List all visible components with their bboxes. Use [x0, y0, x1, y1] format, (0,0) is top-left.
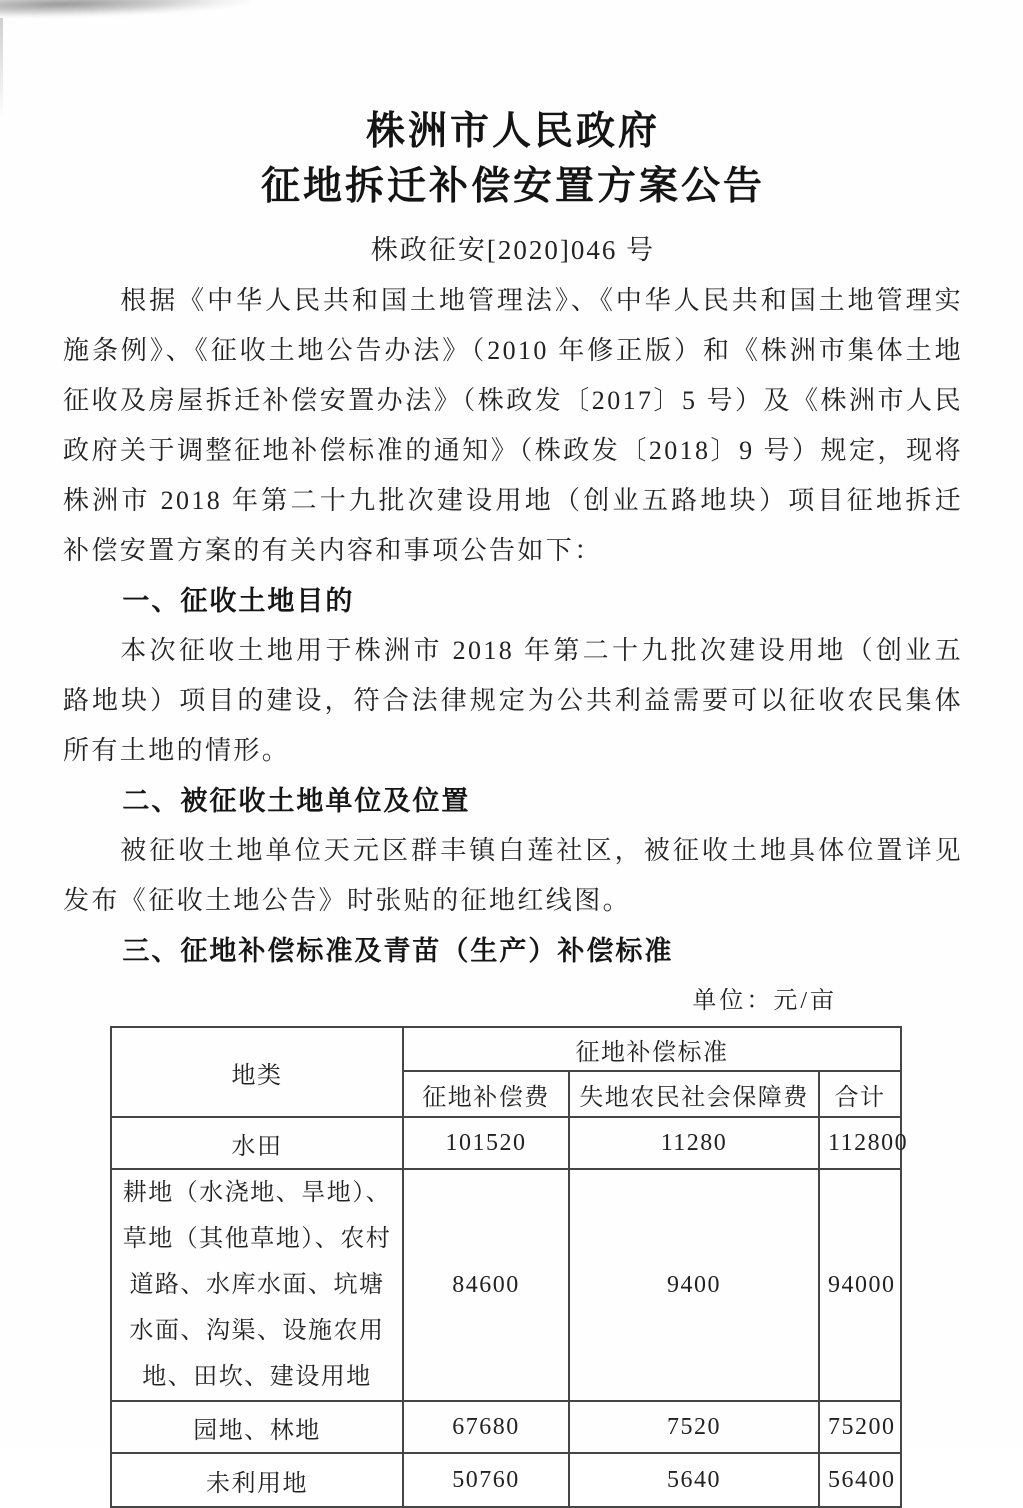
title-line-2: 征地拆迁补偿安置方案公告 — [260, 165, 765, 208]
cell-compensation: 84600 — [403, 1169, 569, 1401]
section-body-2: 被征收土地单位天元区群丰镇白莲社区，被征收土地具体位置详见发布《征收土地公告》时张贴的征地红线图。 — [63, 836, 963, 915]
table-header-row-group — [111, 1027, 901, 1071]
cell-land-type: 耕地（水浇地、旱地）、草地（其他草地）、农村道路、水库水面、坑塘水面、沟渠、设施农用地、田坎、建设用地 — [111, 1169, 403, 1401]
cell-total: 75200 — [819, 1401, 901, 1453]
cell-land-type: 未利用地 — [111, 1453, 403, 1507]
header-cell-total: 合计 — [819, 1071, 901, 1117]
table-unit-note: 单位：元/亩 — [692, 988, 837, 1014]
cell-social-security: 9400 — [569, 1169, 819, 1401]
cell-compensation: 67680 — [403, 1401, 569, 1453]
header-cell-standard-group: 征地补偿标准 — [403, 1027, 901, 1071]
cell-total: 112800 — [819, 1117, 901, 1169]
section-heading-3: 三、征地补偿标准及青苗（生产）补偿标准 — [122, 936, 674, 966]
document-title — [63, 104, 963, 214]
cell-compensation: 101520 — [403, 1117, 569, 1169]
cell-social-security: 5640 — [569, 1453, 819, 1507]
section-heading-2: 二、被征收土地单位及位置 — [122, 786, 471, 816]
table-row-cultivated-land — [111, 1169, 901, 1401]
section-body-1: 本次征收土地用于株洲市 2018 年第二十九批次建设用地（创业五路地块）项目的建设，符合法律规定为公共利益需要可以征收农民集体所有土地的情形。 — [63, 636, 963, 765]
title-line-1: 株洲市人民政府 — [365, 110, 660, 153]
cell-total: 56400 — [819, 1453, 901, 1507]
document-body — [63, 276, 963, 976]
cell-land-type: 水田 — [111, 1117, 403, 1169]
section-heading-1: 一、征收土地目的 — [122, 586, 355, 616]
table-row-garden-forest-land — [111, 1401, 901, 1453]
document-number: 株政征安[2020]046 号 — [370, 235, 656, 265]
cell-total: 94000 — [819, 1169, 901, 1401]
header-cell-land-type: 地类 — [111, 1027, 403, 1117]
cell-social-security: 7520 — [569, 1401, 819, 1453]
header-cell-compensation-fee: 征地补偿费 — [403, 1071, 569, 1117]
compensation-table — [110, 1026, 909, 1508]
cell-compensation: 50760 — [403, 1453, 569, 1507]
table-row-unused-land — [111, 1453, 901, 1507]
intro-paragraph: 根据《中华人民共和国土地管理法》、《中华人民共和国土地管理实施条例》、《征收土地公告办法》（2010 年修正版）和《株洲市集体土地征收及房屋拆迁补偿安置办法》（株政发〔2017〕5 号）及《株洲市人民政府关于调整征地补偿标准的通知》（株政发〔2018〕9 号）规定，现将株洲市 2018 年第二十九批次建设用地（创业五路地块）项目征地拆迁补偿安置方案的有关内容和事项公告如下： — [63, 286, 963, 565]
cell-land-type: 园地、林地 — [111, 1401, 403, 1453]
table-row-paddy-field — [111, 1117, 901, 1169]
cell-social-security: 11280 — [569, 1117, 819, 1169]
header-cell-social-security-fee: 失地农民社会保障费 — [569, 1071, 819, 1117]
